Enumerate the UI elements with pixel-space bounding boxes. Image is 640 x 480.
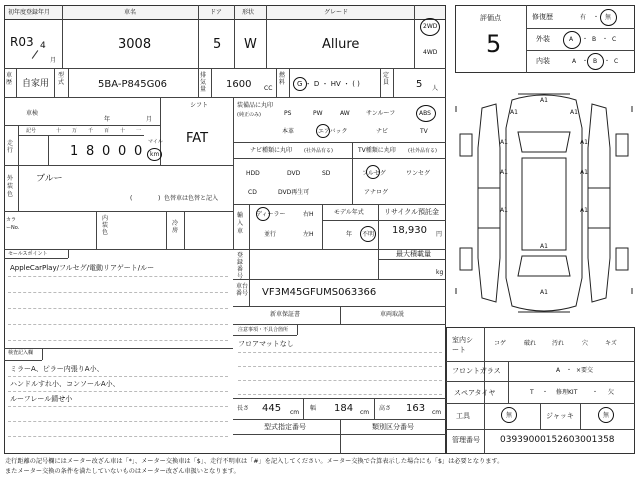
mileage-unit-ichi: 一: [136, 128, 142, 134]
first-reg-era: R03: [10, 35, 34, 49]
inspector-note-line-1: ミラーA、ピラー内張りA小、: [10, 365, 104, 373]
mileage-digit-3: 0: [102, 144, 111, 159]
import-dealer: ディーラー: [256, 211, 286, 218]
front-glass-a: A: [556, 367, 561, 374]
grade-label: グレード: [324, 9, 349, 16]
equip-sunroof: サンルーフ: [366, 110, 396, 117]
shift-label: シフト: [190, 102, 209, 109]
inspector-note-line-3: ルーフレール錆せ小: [10, 395, 73, 403]
length-cm: cm: [290, 409, 300, 416]
repair-label: 修復歴: [532, 13, 553, 21]
sheet-hole: 穴: [582, 340, 589, 347]
model-name-label: 車名: [124, 9, 137, 16]
sheet-burn: コゲ: [494, 340, 507, 347]
exterior-grade-sep1: ・: [582, 36, 589, 43]
length-label: 長さ: [237, 405, 250, 412]
diagram-mark-6: A1: [500, 169, 508, 176]
interior-grade-b: B: [593, 58, 598, 65]
width-cm: cm: [360, 409, 370, 416]
new-car-warranty: 新車保証書: [270, 311, 301, 318]
exterior-grade-sep2: ・: [602, 36, 609, 43]
type-designation-label: 型式指定番号: [264, 423, 306, 431]
navi-dvd: DVD: [287, 170, 301, 177]
diagram-mark-4: A1: [500, 139, 508, 146]
mileage-unit-sen: 千: [88, 128, 94, 134]
mileage-unit-man: 万: [72, 128, 78, 134]
capacity: 5: [416, 79, 423, 90]
score-label: 評価点: [480, 14, 501, 22]
vin: VF3M45GFUMS063366: [262, 287, 377, 298]
recycle-label: リサイクル預託金: [384, 208, 440, 216]
width: 184: [334, 403, 354, 414]
mileage-unit-hyaku: 百: [104, 128, 110, 134]
height-cm: cm: [432, 409, 442, 416]
color-no-label: カラーNo.: [6, 217, 20, 231]
sheet-scratch: キズ: [605, 340, 617, 347]
management-label: 管理番号: [452, 436, 480, 444]
diagram-mark-9: A1: [580, 207, 588, 214]
equip-ps: PS: [284, 110, 292, 117]
displacement-label: 排気量: [200, 72, 207, 93]
equipment-label: 装備品に丸印: [237, 102, 274, 109]
height-label: 高さ: [379, 405, 392, 412]
equip-tv: TV: [420, 128, 428, 135]
model-year-unknown: 不明: [362, 231, 375, 238]
model-name: 3008: [118, 37, 152, 52]
vin-label: 車台番号: [236, 283, 249, 297]
footer-line-1: 走行距離の記号欄にはメーター改ざん車は「*」、メーター交換車は「$」、走行不明車は「#」を記入してください。メーター交換で合算表示した場合にも「$」は必要となります。: [5, 458, 504, 465]
score: 5: [486, 30, 502, 58]
interior-grade-sep2: ・: [604, 58, 611, 65]
grade: Allure: [322, 37, 360, 52]
recycle-value: 18,930: [392, 225, 427, 236]
first-reg-label: 初年度登録年月: [8, 9, 51, 16]
jack-label: ジャッキ: [546, 412, 574, 420]
height: 163: [406, 403, 426, 414]
spare-tire-t: T: [530, 389, 534, 396]
sales-points-text: AppleCarPlay/フルセグ/電動リアゲート/ルー: [10, 264, 155, 272]
model-year-label: モデル年式: [334, 209, 364, 216]
diagram-mark-10: A1: [540, 243, 548, 250]
navi-sub: (社外品有る): [304, 148, 333, 154]
exterior-grade-a: A: [569, 36, 574, 43]
interior-grade-a: A: [572, 58, 577, 65]
tools-value: 無: [506, 412, 513, 419]
spare-tire-sep1: ・: [542, 389, 549, 396]
inspection-label: 車検: [26, 110, 39, 117]
mileage-mile: マイル: [148, 139, 163, 145]
inspector-note-line-2: ハンドルすれ小、コンソールA小、: [10, 380, 120, 388]
mileage-digit-5: 0: [134, 144, 143, 159]
exterior-grade-c: C: [612, 36, 617, 43]
first-reg-month: 4: [40, 41, 46, 51]
tools-label: 工具: [456, 412, 470, 420]
exterior-note-paren-close: ): [158, 195, 161, 202]
spare-tire-sep2: ・: [592, 389, 599, 396]
exterior-note-paren: (: [130, 195, 133, 202]
front-glass-label: フロントガラス: [452, 367, 501, 375]
caution-label: 注意事項・不具合箇所: [238, 327, 289, 333]
navi-label: ナビ種類に丸印: [250, 147, 293, 154]
import-left: 左H: [303, 231, 314, 238]
diagram-mark-3: A1: [570, 109, 578, 116]
inspection-month: 月: [146, 116, 153, 123]
spare-tire-kit: 修理KIT: [556, 389, 578, 396]
person-unit: 人: [432, 85, 439, 92]
import-parallel: 並行: [264, 231, 277, 238]
navi-hdd: HDD: [246, 170, 260, 177]
equip-airbag: エアバック: [318, 128, 348, 135]
import-label: 輸入車: [237, 212, 244, 235]
exterior-grade-b: B: [592, 36, 597, 43]
sheet-stain: 汚れ: [552, 340, 565, 347]
interior-grade-sep1: ・: [582, 58, 589, 65]
mileage-unit-juu: 十: [120, 128, 126, 134]
mileage-unit-10man: 十: [56, 128, 62, 134]
tv-label: TV種類に丸印: [358, 147, 396, 154]
equip-abs: ABS: [419, 110, 431, 117]
drive-2wd: 2WD: [423, 23, 438, 30]
max-load-kg: kg: [436, 269, 444, 276]
caution-text: フロアマットなし: [238, 340, 294, 348]
fuel-label: 燃料: [279, 72, 286, 86]
model-type: 5BA-P845G06: [98, 79, 168, 90]
doors-label: ドア: [210, 9, 222, 16]
shape: W: [244, 37, 257, 52]
diagram-mark-8: A1: [500, 207, 508, 214]
diagram-mark-7: A1: [580, 169, 588, 176]
front-glass-sep: ・: [566, 367, 573, 374]
length: 445: [262, 403, 282, 414]
repair-no: 無: [605, 14, 612, 21]
repair-yes: 有: [580, 14, 587, 21]
equip-aw: AW: [340, 110, 350, 117]
footer-line-2: またメーター交換の条件を満たしていないものはメーター改ざん車扱いとなります。: [5, 468, 240, 475]
equip-pw: PW: [313, 110, 323, 117]
interior-grade-label: 内装: [536, 57, 550, 65]
mileage-digit-4: 0: [118, 144, 127, 159]
equip-navi: ナビ: [376, 128, 389, 135]
diagram-mark-1: A1: [540, 97, 548, 104]
aircon-label: 冷房: [172, 220, 179, 234]
tv-fullseg: フルセグ: [362, 170, 386, 177]
tv-sub: (社外品有る): [408, 148, 437, 154]
interior-sheet-label: 室内シート: [452, 336, 473, 354]
import-right: 右H: [303, 211, 314, 218]
recycle-yen: 円: [436, 231, 443, 238]
vehicle-history-label: 車歴: [6, 72, 13, 86]
equipment-sub: (純正のみ): [237, 112, 261, 118]
max-load-label: 最大積載量: [396, 250, 431, 258]
registration-label: 登録番号: [237, 252, 244, 280]
interior-color-label: 内装色: [102, 215, 109, 236]
mileage-digit-1: 1: [70, 144, 79, 159]
mileage-digit-2: 8: [86, 144, 95, 159]
diagram-mark-5: A1: [580, 139, 588, 146]
tv-analog: アナログ: [364, 189, 389, 196]
management-number: 03939000152603001358: [500, 435, 615, 445]
navi-dvd-play: DVD再生可: [278, 189, 310, 196]
width-label: 幅: [310, 405, 317, 412]
exterior-note: 色替車は色替と記入: [164, 195, 219, 202]
sheet-tear: 破れ: [524, 340, 537, 347]
vehicle-use: 自家用: [22, 79, 50, 89]
doors: 5: [213, 37, 222, 52]
displacement: 1600: [226, 79, 252, 90]
navi-sd: SD: [322, 170, 331, 177]
jack-value: 無: [603, 412, 610, 419]
vehicle-manual: 車両取説: [380, 311, 405, 318]
sales-points-label: セールスポイント: [8, 251, 48, 257]
repair-sep: ・: [593, 14, 600, 21]
mileage-km: km: [150, 151, 160, 158]
front-glass-replace: ×要交: [576, 367, 594, 374]
shape-label: 形状: [242, 9, 255, 16]
model-year-unit: 年: [346, 231, 353, 238]
mileage-unit-symbol: 記号: [26, 128, 37, 134]
spare-tire-missing: 欠: [608, 389, 615, 396]
cc-unit: CC: [264, 85, 273, 92]
car-damage-diagram: [452, 88, 636, 318]
header-row: [4, 5, 446, 20]
tv-oneseg: ワンセグ: [406, 170, 431, 177]
interior-grade-c: C: [614, 58, 619, 65]
drive-4wd: 4WD: [423, 49, 438, 56]
inspector-notes-label: 検査記入欄: [8, 350, 34, 356]
diagram-mark-2: A1: [510, 109, 518, 116]
exterior-label: 外装色: [7, 175, 14, 198]
shift: FAT: [186, 131, 209, 146]
month-unit: 月: [50, 57, 57, 64]
mileage-label: 走行: [7, 140, 14, 154]
capacity-label: 定員: [383, 72, 390, 86]
model-type-label: 型式: [58, 72, 65, 86]
equip-leather: 本革: [282, 128, 295, 135]
exterior-grade-label: 外装: [536, 35, 550, 43]
spare-tire-label: スペアタイヤ: [454, 389, 496, 397]
fuel-options: G ・ D ・ HV ・ ( ): [297, 80, 360, 88]
class-label: 類別区分番号: [372, 423, 414, 431]
inspection-year: 年: [104, 116, 111, 123]
navi-cd: CD: [248, 189, 257, 196]
diagram-mark-11: A1: [540, 289, 548, 296]
exterior-color: ブルー: [36, 174, 63, 184]
